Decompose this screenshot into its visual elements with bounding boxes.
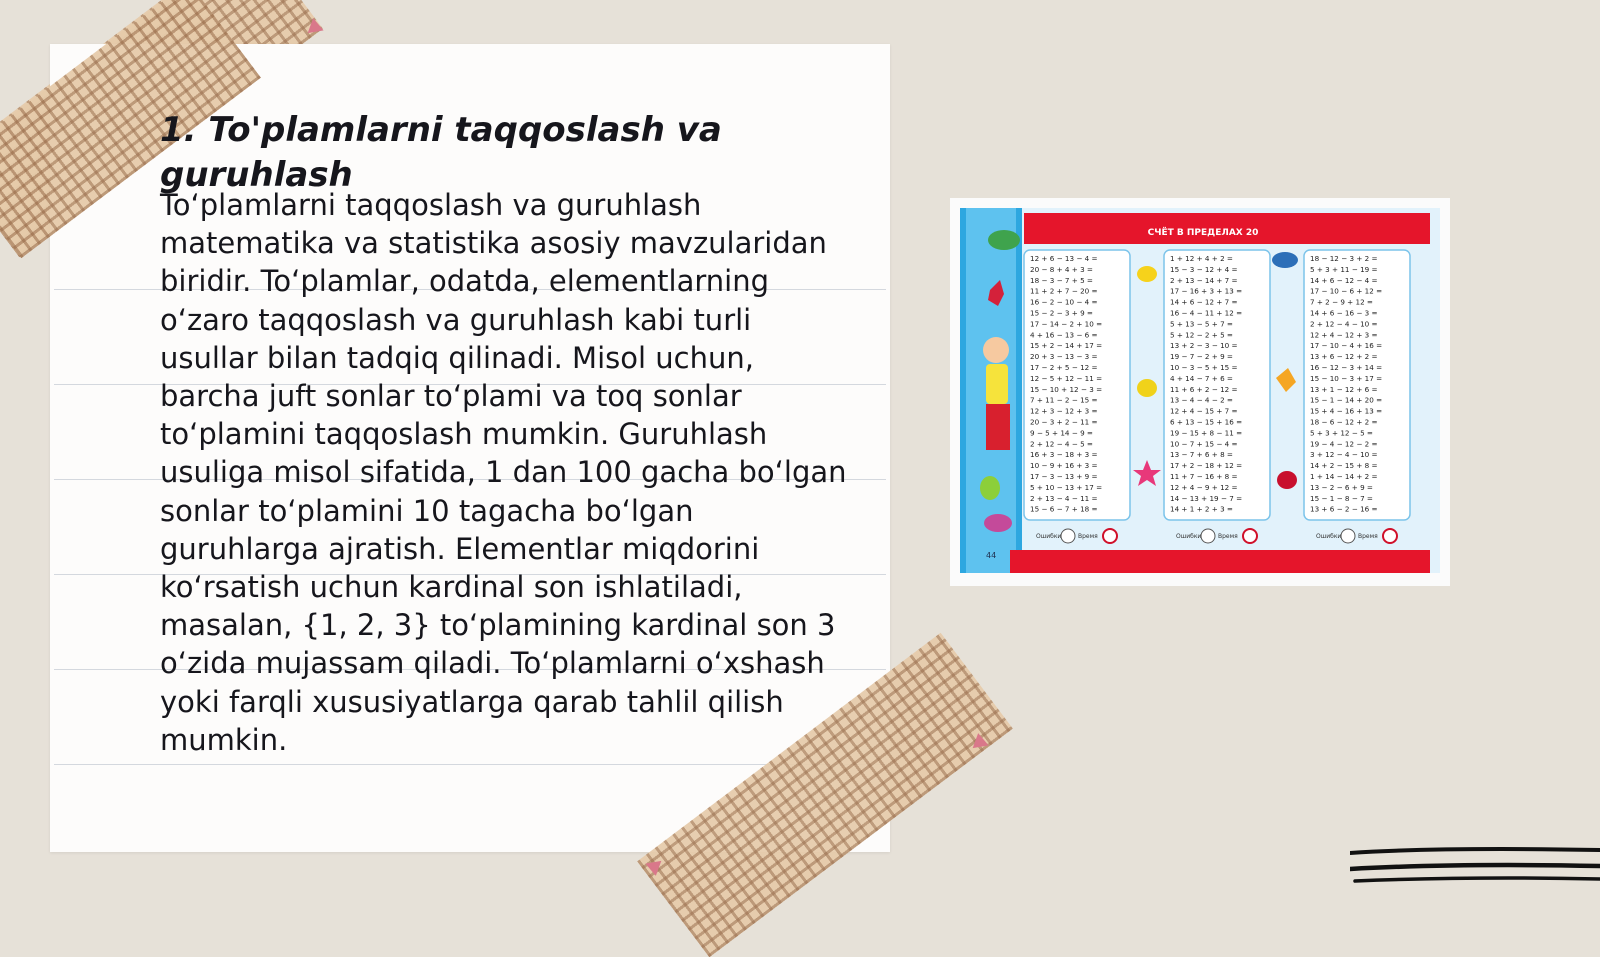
worksheet-equation: 16 + 3 − 18 + 3 =: [1030, 450, 1098, 460]
worksheet-image-frame: [950, 198, 1450, 586]
worksheet-equation: 5 + 13 − 5 + 7 =: [1170, 319, 1233, 329]
worksheet-equation: 17 − 10 − 4 + 16 =: [1310, 341, 1383, 351]
worksheet-equation: 20 − 3 + 2 − 11 =: [1030, 417, 1098, 427]
worksheet-equation: 5 + 12 − 2 + 5 =: [1170, 330, 1233, 340]
worksheet-equation: 14 − 13 + 19 − 7 =: [1170, 493, 1243, 503]
worksheet-equation: 12 + 4 − 9 + 12 =: [1170, 482, 1238, 492]
worksheet-equation: 15 − 6 − 7 + 18 =: [1030, 504, 1098, 514]
worksheet-equation: 5 + 3 + 11 − 19 =: [1310, 264, 1378, 274]
decorative-brush-strokes: [1350, 845, 1600, 900]
worksheet-equation: 13 + 6 − 2 − 16 =: [1310, 504, 1378, 514]
slide-body-text: To‘plamlarni taqqoslash va guruhlash matematika va statistika asosiy mavzularidan biridir. To‘plamlar, odatda, elementlarning o‘zaro taqqoslash va guruhlash kabi turli usullar bilan tadqiq qilinadi. Misol uchun, barcha juft sonlar to‘plami va toq sonlar to‘plamini taqqoslash mumkin. Guruhlash usuliga misol sifatida, 1 dan 100 gacha bo‘lgan sonlar to‘plamini 10 tagacha bo‘lgan guruhlarga ajratish. Elementlar miqdorini ko‘rsatish uchun kardinal son ishlatiladi, masalan, {1, 2, 3} to‘plamining kardinal son 3 o‘zida mujassam qiladi. To‘plamlarni o‘xshash yoki farqli xususiyatlarga qarab tahlil qilish mumkin.: [160, 188, 847, 757]
slide-title: 1. To'plamlarni taqqoslash va guruhlash: [160, 110, 722, 195]
worksheet-equation: 17 − 10 − 6 + 12 =: [1310, 286, 1383, 296]
worksheet-equation: 7 + 2 − 9 + 12 =: [1310, 297, 1373, 307]
worksheet-equation: 1 + 14 − 14 + 2 =: [1310, 472, 1378, 481]
worksheet-equation: 9 − 5 + 14 − 9 =: [1030, 428, 1093, 438]
worksheet-equation: 14 + 2 − 15 + 8 =: [1310, 461, 1378, 471]
worksheet-equation: 19 − 15 + 8 − 11 =: [1170, 428, 1243, 438]
worksheet-equation: 18 − 3 − 7 + 5 =: [1030, 275, 1093, 285]
worksheet-equation: 17 − 2 + 5 − 12 =: [1030, 363, 1098, 372]
worksheet-equation: 2 + 12 − 4 − 10 =: [1310, 319, 1378, 329]
worksheet-equation: 1 + 12 + 4 + 2 =: [1170, 254, 1233, 263]
paper-rule-line: [54, 764, 886, 765]
worksheet-equation: 14 + 6 − 16 − 3 =: [1310, 308, 1378, 318]
worksheet-equation: 10 − 3 − 5 + 15 =: [1170, 363, 1238, 372]
worksheet-equation: 2 + 12 − 4 − 5 =: [1030, 439, 1093, 449]
worksheet-equation: 7 + 11 − 2 − 15 =: [1030, 395, 1098, 405]
svg-text:Ошибки: Ошибки: [1176, 533, 1202, 540]
worksheet-equation: 6 + 13 − 15 + 16 =: [1170, 417, 1243, 427]
worksheet-equation: 11 + 6 + 2 − 12 =: [1170, 384, 1238, 394]
worksheet-equation: 17 − 14 − 2 + 10 =: [1030, 319, 1103, 329]
worksheet-equation: 18 − 6 − 12 + 2 =: [1310, 417, 1378, 427]
worksheet-equation: 15 + 4 − 16 + 13 =: [1310, 406, 1383, 416]
worksheet-equation: 19 − 4 − 12 − 2 =: [1310, 439, 1378, 449]
worksheet-page-number: 44: [986, 551, 997, 560]
worksheet-equation: 20 + 3 − 13 − 3 =: [1030, 352, 1098, 362]
worksheet-equation: 19 − 7 − 2 + 9 =: [1170, 352, 1233, 362]
worksheet-equation: 15 − 2 − 3 + 9 =: [1030, 308, 1093, 318]
worksheet-equation: 12 + 4 − 12 + 3 =: [1310, 330, 1378, 340]
worksheet-equation: 17 − 16 + 3 + 13 =: [1170, 286, 1243, 296]
worksheet-equation: 13 + 2 − 3 − 10 =: [1170, 341, 1238, 351]
worksheet-equation: 15 − 10 − 3 + 17 =: [1310, 373, 1383, 383]
worksheet-equation: 15 − 10 + 12 − 3 =: [1030, 384, 1103, 394]
worksheet-equation: 20 − 8 + 4 + 3 =: [1030, 264, 1093, 274]
worksheet-equation: 12 + 3 − 12 + 3 =: [1030, 406, 1098, 416]
svg-text:Время: Время: [1358, 533, 1378, 540]
worksheet-equation: 15 + 2 − 14 + 17 =: [1030, 341, 1103, 351]
worksheet-equation: 14 + 6 − 12 + 7 =: [1170, 297, 1238, 307]
svg-text:Ошибки: Ошибки: [1036, 533, 1062, 540]
worksheet-equation: 10 − 9 + 16 + 3 =: [1030, 461, 1098, 471]
worksheet-equation: 4 + 14 − 7 + 6 =: [1170, 373, 1233, 383]
svg-text:Ошибки: Ошибки: [1316, 533, 1342, 540]
worksheet-equation: 5 + 10 − 13 + 17 =: [1030, 482, 1103, 492]
worksheet-equation: 4 + 16 − 13 − 6 =: [1030, 330, 1098, 340]
worksheet-equation: 2 + 13 − 14 + 7 =: [1170, 275, 1238, 285]
worksheet-equation: 16 − 2 − 10 − 4 =: [1030, 297, 1098, 307]
worksheet-equation: 12 + 6 − 13 − 4 =: [1030, 254, 1098, 263]
worksheet-equation: 15 − 3 − 12 + 4 =: [1170, 264, 1238, 274]
worksheet-equation: 13 + 6 − 12 + 2 =: [1310, 352, 1378, 362]
worksheet-equation: 14 + 6 − 12 − 4 =: [1310, 275, 1378, 285]
worksheet-equation: 17 + 2 − 18 + 12 =: [1170, 461, 1243, 471]
worksheet-equation: 16 − 4 − 11 + 12 =: [1170, 308, 1243, 318]
worksheet-equation: 12 + 4 − 15 + 7 =: [1170, 406, 1238, 416]
worksheet-equation: 11 + 7 − 16 + 8 =: [1170, 472, 1238, 481]
worksheet-equation: 13 + 1 − 12 + 6 =: [1310, 384, 1378, 394]
worksheet-equation: 11 + 2 + 7 − 20 =: [1030, 286, 1098, 296]
worksheet-equation: 15 − 1 − 14 + 20 =: [1310, 395, 1383, 405]
worksheet-equation: 12 − 5 + 12 − 11 =: [1030, 373, 1103, 383]
worksheet-equation: 18 − 12 − 3 + 2 =: [1310, 254, 1378, 263]
worksheet-equation: 13 − 2 − 6 + 9 =: [1310, 482, 1373, 492]
worksheet-equation: 16 − 12 − 3 + 14 =: [1310, 363, 1383, 372]
worksheet-equation: 13 − 4 − 4 − 2 =: [1170, 395, 1233, 405]
worksheet-equation: 15 − 1 − 8 − 7 =: [1310, 493, 1373, 503]
worksheet-equation: 14 + 1 + 2 + 3 =: [1170, 504, 1233, 514]
worksheet-image: [960, 208, 1440, 573]
worksheet-header: СЧЁТ В ПРЕДЕЛАХ 20: [1147, 228, 1259, 238]
svg-text:Время: Время: [1078, 533, 1098, 540]
worksheet-equation: 10 − 7 + 15 − 4 =: [1170, 439, 1238, 449]
worksheet-equation: 2 + 13 − 4 − 11 =: [1030, 493, 1098, 503]
worksheet-equation: 5 + 3 + 12 − 5 =: [1310, 428, 1373, 438]
worksheet-equation: 13 − 7 + 6 + 8 =: [1170, 450, 1233, 460]
svg-text:Время: Время: [1218, 533, 1238, 540]
worksheet-equation: 3 + 12 − 4 − 10 =: [1310, 450, 1378, 460]
worksheet-equation: 17 − 3 − 13 + 9 =: [1030, 472, 1098, 481]
